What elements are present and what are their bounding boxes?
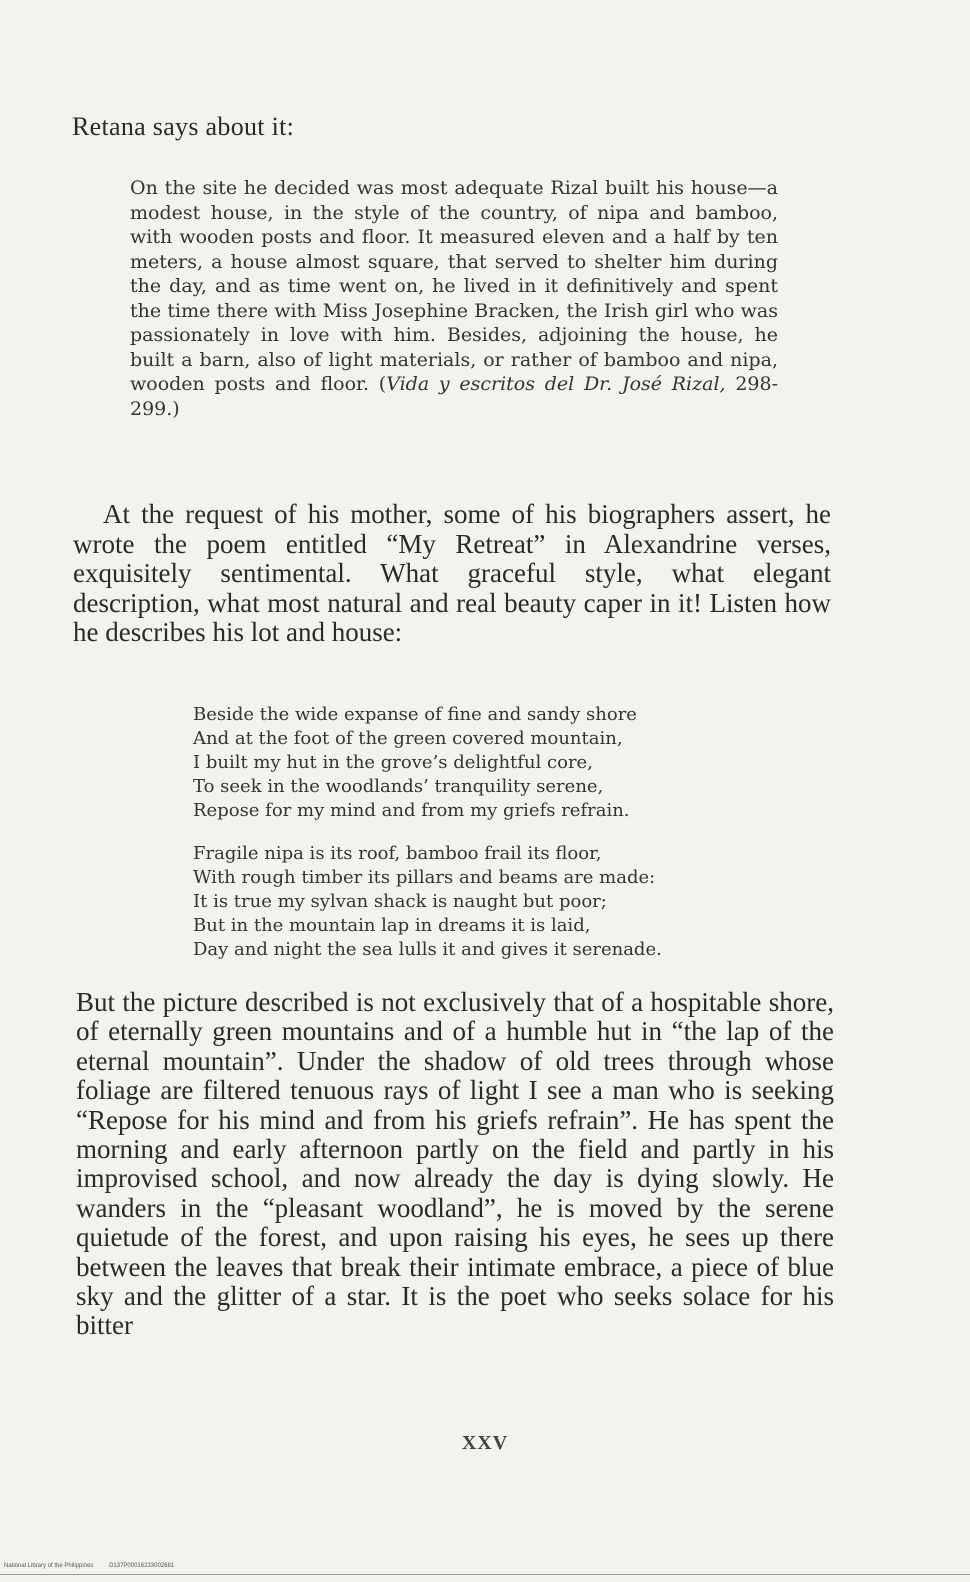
poem-stanza-2 <box>193 842 813 962</box>
footer-library: National Library of the Philippines <box>4 1563 94 1569</box>
quote-citation-pages: 298-299.) <box>130 373 779 420</box>
poem-line: And at the foot of the green covered mountain, <box>193 728 623 749</box>
intro-line: Retana says about it: <box>72 112 295 141</box>
poem-line: Fragile nipa is its roof, bamboo frail its floor, <box>193 843 602 864</box>
paragraph-1: At the request of his mother, some of his biographers assert, he wrote the poem entitled “My Retreat” in Alexandrine verses, exquisitely sentimental. What graceful style, what elegant description, what most natural and real beauty caper in it! Listen how he describes his lot and house: <box>73 499 831 647</box>
paragraph-2: But the picture described is not exclusively that of a hospitable shore, of eternally green mountains and of a humble hut in “the lap of the eternal mountain”. Under the shadow of old trees through whose foliage are filtered tenuous rays of light I see a man who is seeking “Repose for his mind and from his griefs refrain”. He has spent the morning and early afternoon partly on the field and partly in his improvised school, and now already the day is dying slowly. He wanders in the “pleasant woodland”, he is moved by the serene quietude of the forest, and upon raising his eyes, he sees up there between the leaves that break their intimate embrace, a piece of blue sky and the glitter of a star. It is the poet who seeks solace for his bitter <box>76 987 834 1341</box>
footer-code: D137P00016233002681 <box>109 1563 175 1569</box>
poem-line: But in the mountain lap in dreams it is laid, <box>193 915 591 936</box>
footer-rule <box>0 1574 970 1575</box>
poem-stanza-1 <box>193 703 813 823</box>
poem-line: It is true my sylvan shack is naught but poor; <box>193 891 607 912</box>
page-number: XXV <box>461 1432 509 1454</box>
poem-line: I built my hut in the grove’s delightful core, <box>193 752 593 773</box>
poem-line: To seek in the woodlands’ tranquility serene, <box>193 776 604 797</box>
poem-line: Beside the wide expanse of fine and sandy shore <box>193 704 637 725</box>
poem-line: With rough timber its pillars and beams are made: <box>193 867 656 888</box>
quote-text: On the site he decided was most adequate Rizal built his house—a modest house, in the style of the country, of nipa and bamboo, with wooden posts and floor. It measured eleven and a half by ten meters, a house almost square, that served to shelter him during the day, and as time went on, he lived in it definitively and spent the time there with Miss Josephine Bracken, the Irish girl who was passionately in love with him. Besides, adjoining the house, he built a barn, also of light materials, or rather of bamboo and nipa, wooden posts and floor. ( <box>130 177 778 395</box>
quote-citation-title: Vida y escritos del Dr. José Rizal, <box>386 373 726 395</box>
poem-line: Day and night the sea lulls it and gives it serenade. <box>193 939 662 960</box>
poem-line: Repose for my mind and from my griefs refrain. <box>193 800 630 821</box>
scan-footer <box>4 1563 188 1569</box>
block-quote <box>130 176 778 421</box>
